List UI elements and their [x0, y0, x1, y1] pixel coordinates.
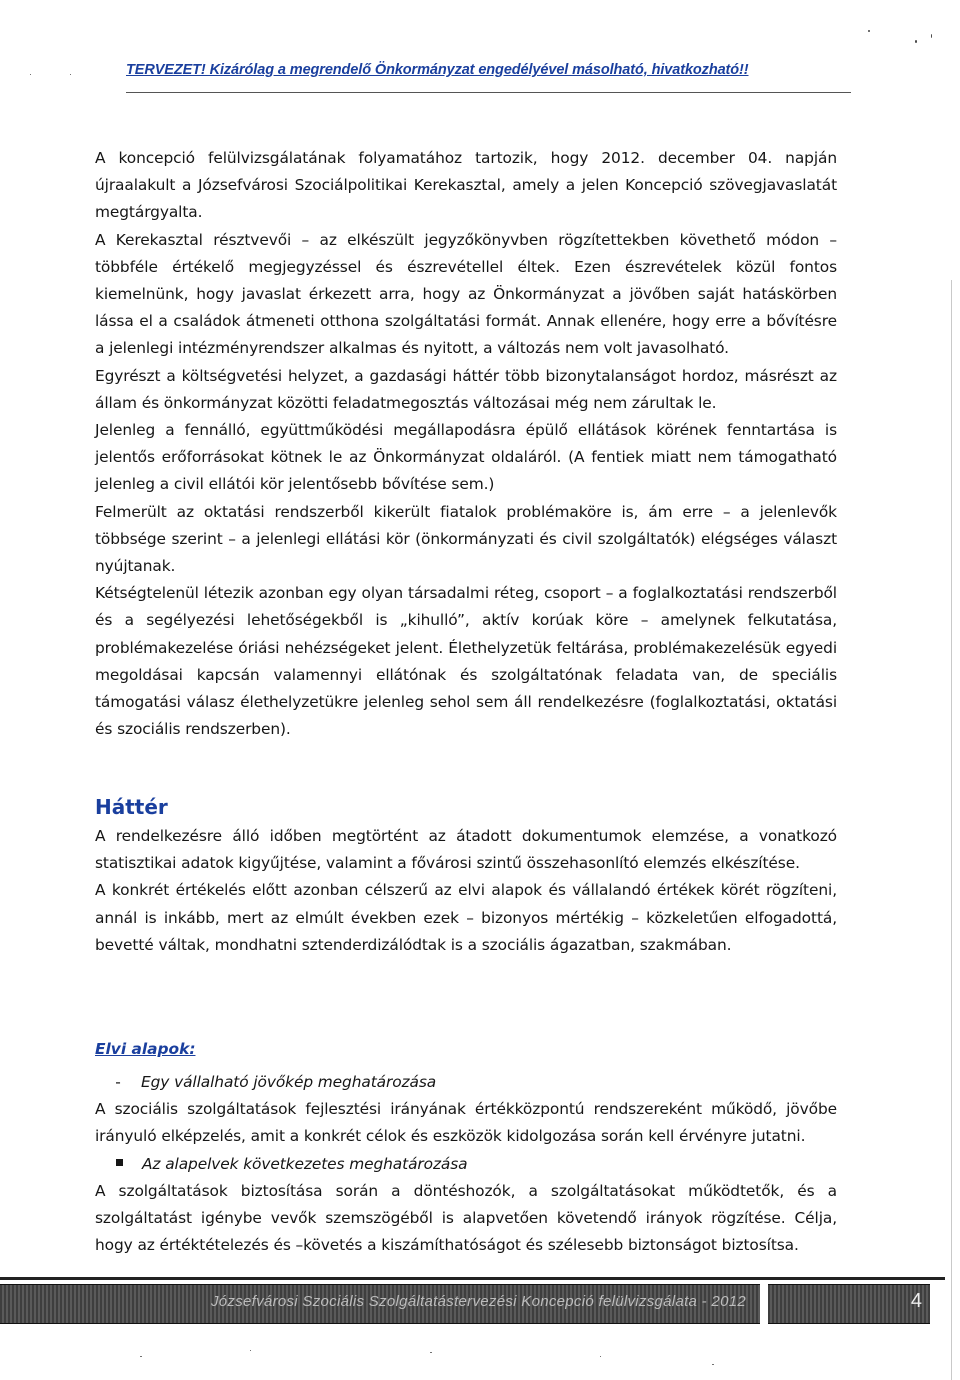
paragraph: A rendelkezésre álló időben megtörtént az átadott dokumentumok elemzése, a vonatkozó statisztikai adatok kigyűjtése, valamint a fővárosi szintű összehasonlító elemzés elkészítése. — [95, 827, 837, 873]
header-divider — [126, 92, 851, 93]
page-number-box — [768, 1284, 930, 1324]
hatter-heading: Háttér — [95, 795, 168, 819]
scan-speck — [430, 1352, 432, 1353]
draft-notice-header: TERVEZET! Kizárólag a megrendelő Önkormányzat engedélyével másolható, hivatkozható!! — [126, 62, 749, 78]
footer-label: Józsefvárosi Szociális Szolgáltatástervezési Koncepció felülvizsgálata - 2012 — [210, 1293, 746, 1310]
dash-marker: - — [115, 1073, 121, 1091]
list-item-title: Egy vállalható jövőkép meghatározása — [141, 1073, 437, 1091]
scan-speck — [70, 74, 71, 75]
paragraph: A koncepció felülvizsgálatának folyamatához tartozik, hogy 2012. december 04. napján újraalakult a Józsefvárosi Szociálpolitikai Kerekasztal, amely a jelen Koncepció szövegjavaslatát megtárgyalta. — [95, 149, 837, 222]
paragraph: Egyrészt a költségvetési helyzet, a gazdasági háttér több bizonytalanságot hordoz, másrészt az állam és önkormányzat közötti feladatmegosztás változásai még nem zárultak le. — [95, 366, 837, 412]
paragraph: A szolgáltatások biztosítása során a döntéshozók, a szolgáltatásokat működtetők, és a szolgáltatást igénybe vevők szemszögéből is alapvetően követendő irányok rögzítése. Célja, hogy az értéktételezés és –követés a kiszámíthatóságot és szélesebb biztonságot biztosítsa. — [95, 1181, 837, 1255]
paragraph: A szociális szolgáltatások fejlesztési irányának értékközpontú rendszereként működő, jövőbe irányuló elképzelés, amit a konkrét célok és eszközök kidolgozása során kell érvényre jutatni. — [95, 1100, 837, 1146]
footer-bar — [0, 1284, 760, 1324]
paragraph: Felmerült az oktatási rendszerből kikerült fiatalok problémaköre is, ám erre – a jelenlevők többsége szerint – a jelenlegi ellátási kör (önkormányzati és civil szolgáltatók) elégséges választ nyújtanak. — [95, 502, 837, 576]
scan-speck — [30, 74, 31, 75]
list-item — [95, 1151, 837, 1178]
scan-speck — [868, 30, 870, 32]
paragraph: Kétségtelenül létezik azonban egy olyan társadalmi réteg, csoport – a foglalkoztatási rendszerből és a segélyezési lehetőségekből is „kihulló”, aktív korúak köre – amelynek felkutatása, problémakezelése óriási nehézségeket jelent. Élethelyzetük feltárása, problémakezelésük egyedi megoldásai kapcsán valamennyi ellátónak és szolgáltatónak feladata van, de speciális támogatási válasz élethelyzetükre jelenleg sehol sem áll rendelkezésre (foglalkoztatási, oktatási és szociális rendszerben). — [95, 584, 837, 739]
elvi-alapok-heading: Elvi alapok: — [95, 1040, 196, 1058]
scan-speck — [712, 1364, 714, 1365]
footer-divider — [0, 1277, 945, 1280]
square-bullet-icon — [116, 1159, 123, 1166]
paragraph: A Kerekasztal résztvevői – az elkészült jegyzőkönyvben rögzítettekben követhető módon – többféle értékelő megjegyzéssel és észrevétellel éltek. Ezen észrevételek közül fontos kiemelnünk, hogy javaslat érkezett arra, hogy az Önkormányzat a jövőben saját hatáskörben lássa el a családok átmeneti otthona szolgáltatási formát. Annak ellenére, hogy erre a bővítésre a jelenlegi intézményrendszer alkalmas és nyitott, a változás nem volt javasolható. — [95, 230, 837, 358]
list-item — [95, 1069, 837, 1096]
paragraph: A konkrét értékelés előtt azonban célszerű az elvi alapok és vállalandó értékek körét rögzíteni, annál is inkább, mert az elmúlt években ezek – bizonyos mértékig – közkeletűen elfogadottá, bevetté váltak, mondhatni sztenderdizálódtak is a szociális ágazatban, szakmában. — [95, 881, 837, 954]
elvi-alapok-section — [95, 1069, 837, 1259]
scan-speck — [931, 34, 932, 38]
scan-speck — [600, 1356, 601, 1357]
intro-section — [95, 145, 837, 743]
page-number: 4 — [910, 1290, 922, 1312]
scan-speck — [140, 1356, 142, 1357]
list-item-title: Az alapelvek következetes meghatározása — [142, 1154, 468, 1173]
paragraph: Jelenleg a fennálló, együttműködési megállapodásra épülő ellátások körének fenntartása is jelentős erőforrásokat kötnek le az Önkormányzat oldaláról. (A fentiek miatt nem támogatható jelenleg a civil ellátói kör jelentősebb bővítése sem.) — [95, 421, 837, 494]
hatter-section — [95, 823, 837, 959]
scan-edge-line — [951, 280, 952, 1380]
scan-speck — [915, 40, 917, 43]
scan-speck — [250, 1350, 251, 1351]
